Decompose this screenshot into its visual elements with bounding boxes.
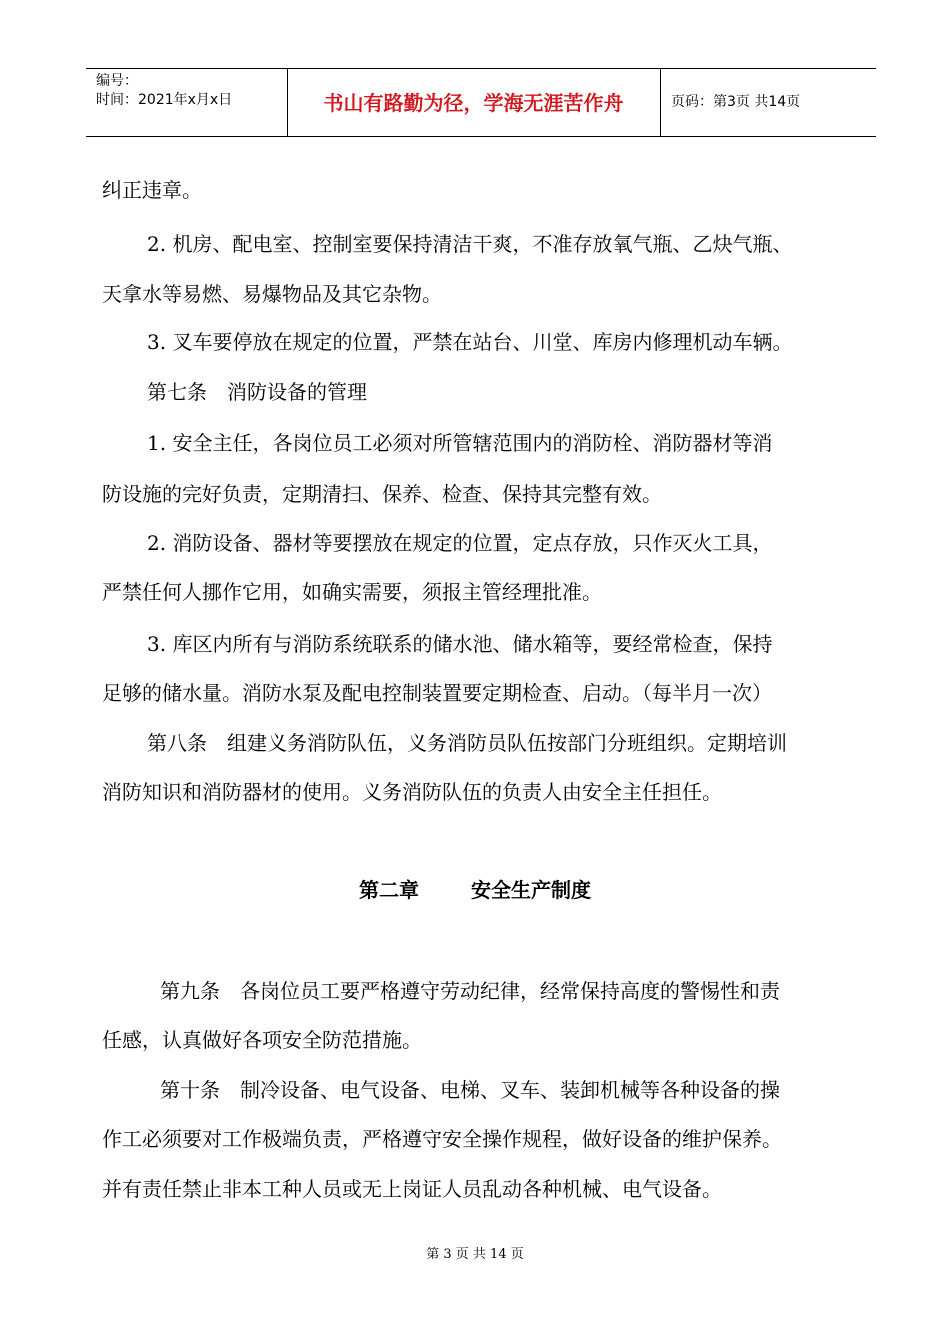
header-page-cell <box>661 69 876 136</box>
body-line: 任感，认真做好各项安全防范措施。 <box>102 1028 422 1052</box>
body-line: 并有责任禁止非本工种人员或无上岗证人员乱动各种机械、电气设备。 <box>102 1177 722 1201</box>
body-line: 作工必须要对工作极端负责，严格遵守安全操作规程，做好设备的维护保养。 <box>102 1127 782 1151</box>
header-page-info: 页码：第3页 共14页 <box>671 94 801 110</box>
body-line: 第八条 组建义务消防队伍，义务消防员队伍按部门分班组织。定期培训 <box>147 731 787 755</box>
body-line: 2. 消防设备、器材等要摆放在规定的位置，定点存放，只作灭火工具， <box>147 531 773 555</box>
body-line: 3. 库区内所有与消防系统联系的储水池、储水箱等，要经常检查，保持 <box>147 632 773 656</box>
header-motto-cell <box>287 69 661 136</box>
body-line: 足够的储水量。消防水泵及配电控制装置要定期检查、启动。（每半月一次） <box>102 681 772 705</box>
header-meta-cell <box>86 69 288 136</box>
body-line: 消防知识和消防器材的使用。义务消防队伍的负责人由安全主任担任。 <box>102 780 722 804</box>
document-number-label: 编号： <box>96 73 138 89</box>
body-line: 严禁任何人挪作它用，如确实需要，须报主管经理批准。 <box>102 580 602 604</box>
body-line: 3. 叉车要停放在规定的位置，严禁在站台、川堂、库房内修理机动车辆。 <box>147 330 793 354</box>
body-line: 纠正违章。 <box>102 178 202 202</box>
chapter-number: 第二章 <box>359 878 419 902</box>
body-line: 1. 安全主任，各岗位员工必须对所管辖范围内的消防栓、消防器材等消 <box>147 431 773 455</box>
page-header <box>86 68 876 137</box>
body-line: 防设施的完好负责，定期清扫、保养、检查、保持其完整有效。 <box>102 482 662 506</box>
page-footer: 第 3 页 共 14 页 <box>426 1247 524 1262</box>
body-line: 天拿水等易燃、易爆物品及其它杂物。 <box>102 282 442 306</box>
body-line: 第九条 各岗位员工要严格遵守劳动纪律，经常保持高度的警惕性和责 <box>160 979 780 1003</box>
chapter-title: 安全生产制度 <box>471 878 591 902</box>
chapter-heading <box>0 876 950 904</box>
body-line: 第十条 制冷设备、电气设备、电梯、叉车、装卸机械等各种设备的操 <box>160 1078 780 1102</box>
header-motto: 书山有路勤为径，学海无涯苦作舟 <box>323 91 624 115</box>
section-heading: 第七条 消防设备的管理 <box>147 380 367 404</box>
body-line: 2. 机房、配电室、控制室要保持清洁干爽，不准存放氧气瓶、乙炔气瓶、 <box>147 232 793 256</box>
document-time-label: 时间：2021年x月x日 <box>96 92 233 108</box>
